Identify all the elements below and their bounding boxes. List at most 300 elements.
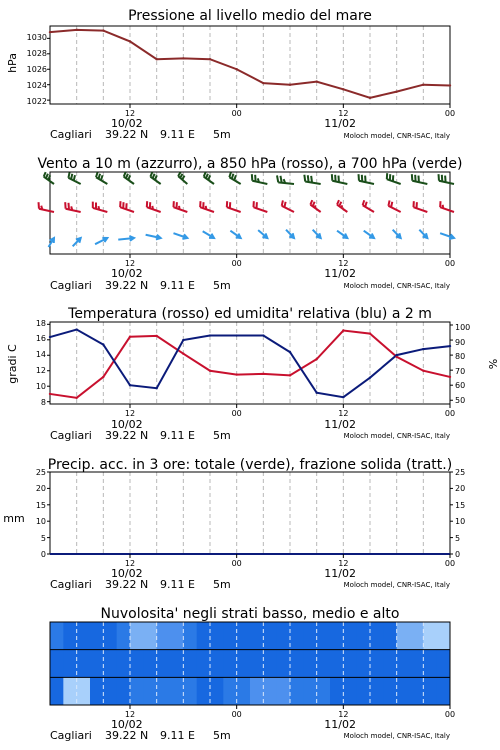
temperature-point <box>369 332 371 334</box>
wind-barb <box>124 172 134 184</box>
pressure-point <box>182 57 184 59</box>
location-name: Cagliari <box>50 429 92 442</box>
temperature-point <box>289 374 291 376</box>
location-lat: 39.22 N <box>105 578 149 591</box>
wind-barb <box>310 200 320 212</box>
precipitation-panel <box>3 457 465 591</box>
pressure-title: Pressione al livello medio del mare <box>128 8 372 24</box>
wind-barb-shaft <box>93 208 108 212</box>
wind-tick-label: 12 <box>338 259 349 268</box>
cloud-cell <box>317 650 331 678</box>
wind-barb-feather <box>178 172 180 176</box>
precipitation-ytick: 25 <box>35 468 46 477</box>
temperature-title: Temperatura (rosso) ed umidita' relativa (blu) a 2 m <box>68 306 432 322</box>
temperature-point <box>422 370 424 372</box>
cloud-cell <box>50 677 64 705</box>
humidity-point <box>315 392 317 394</box>
wind-barb-feather <box>101 175 103 180</box>
cloud-tick-label: 12 <box>124 710 136 719</box>
precipitation-ytick: 5 <box>455 534 461 543</box>
wind-barb <box>337 200 347 212</box>
cloud-cell <box>277 677 291 705</box>
location-name: Cagliari <box>50 729 92 742</box>
cloud-cell <box>157 650 171 678</box>
precipitation-date-label: 10/02 <box>110 567 143 580</box>
humidity-point <box>449 345 451 347</box>
location-lon: 9.11 E <box>160 279 195 292</box>
cloud-cell <box>317 677 331 705</box>
wind-barb <box>282 200 294 212</box>
wind-barb-feather <box>44 172 46 176</box>
wind-barb-feather <box>284 202 285 207</box>
model-credit: Moloch model, CNR-ISAC, Italy <box>343 132 450 140</box>
precipitation-yticks-left <box>36 468 46 559</box>
location-lon: 9.11 E <box>160 729 195 742</box>
pressure-point <box>102 29 104 31</box>
wind-barb <box>277 175 294 184</box>
wind-location-line <box>50 279 450 292</box>
wind-barb-feather <box>363 200 365 205</box>
wind-barb <box>440 233 454 239</box>
cloud-cell <box>130 677 144 705</box>
pressure-point <box>49 31 51 33</box>
humidity-point <box>75 328 77 330</box>
temperature-tick-label: 00 <box>444 409 456 418</box>
pressure-point <box>342 88 344 90</box>
temperature-point <box>342 329 344 331</box>
cloud-cell <box>410 677 424 705</box>
wind-barb <box>388 200 400 212</box>
humidity-point <box>395 354 397 356</box>
humidity-point <box>102 343 104 345</box>
wind-barb-feather <box>71 206 72 210</box>
cloud-cell <box>143 622 157 650</box>
humidity-point <box>182 339 184 341</box>
wind-barb-shaft <box>278 182 294 184</box>
cloud-cell <box>437 677 451 705</box>
humidity-ytick: 80 <box>455 352 466 361</box>
pressure-point <box>315 80 317 82</box>
location-name: Cagliari <box>50 128 92 141</box>
cloud-tick-label: 00 <box>231 710 242 719</box>
pressure-yticks <box>27 33 47 106</box>
wind-barb-feather <box>388 200 389 205</box>
precipitation-ytick: 0 <box>40 550 46 559</box>
wind-barb <box>227 201 241 212</box>
precipitation-ytick: 0 <box>455 550 461 559</box>
wind-barb <box>68 172 80 184</box>
wind-barb-feather <box>337 200 339 204</box>
cloud-cell <box>223 622 237 650</box>
humidity-point <box>155 387 157 389</box>
precipitation-ytick: 10 <box>455 517 466 526</box>
pressure-panel <box>6 8 455 141</box>
wind-barb <box>387 173 401 184</box>
model-credit: Moloch model, CNR-ISAC, Italy <box>343 732 450 740</box>
pressure-tick-label: 00 <box>231 109 242 118</box>
temperature-point <box>129 335 131 337</box>
wind-barb-feather <box>339 202 341 206</box>
cloud-cell <box>50 650 64 678</box>
location-alt: 5m <box>213 729 231 742</box>
temperature-panel <box>6 306 499 442</box>
temperature-humidity-points <box>49 328 451 399</box>
location-lon: 9.11 E <box>160 578 195 591</box>
humidity-ytick: 50 <box>455 396 466 405</box>
temperature-point <box>102 376 104 378</box>
cloud-date-label: 11/02 <box>324 718 356 731</box>
cloud-cell <box>90 650 104 678</box>
wind-barb <box>118 236 134 241</box>
pressure-tick-label: 12 <box>338 109 349 118</box>
wind-barb-feather <box>258 178 259 182</box>
precipitation-frame <box>50 472 450 554</box>
location-lon: 9.11 E <box>160 128 195 141</box>
wind-barb <box>65 202 80 212</box>
model-credit: Moloch model, CNR-ISAC, Italy <box>343 282 450 290</box>
pressure-point <box>129 40 131 42</box>
cloud-cell <box>77 677 91 705</box>
wind-title: Vento a 10 m (azzurro), a 850 hPa (rosso), a 700 hPa (verde) <box>37 156 463 172</box>
pressure-point <box>422 83 424 85</box>
wind-barb-feather <box>74 175 75 180</box>
wind-barb <box>413 201 427 212</box>
cloud-cell <box>277 650 291 678</box>
temperature-point <box>262 373 264 375</box>
temperature-date-label: 10/02 <box>110 418 143 431</box>
wind-barb <box>120 201 134 212</box>
wind-barb <box>258 230 267 238</box>
wind-date-label: 10/02 <box>110 267 143 280</box>
cloud-cell <box>223 677 237 705</box>
pressure-location-line <box>50 128 450 141</box>
temperature-date-label: 11/02 <box>324 418 356 431</box>
wind-barb <box>204 172 214 184</box>
wind-tick-label: 00 <box>231 259 242 268</box>
humidity-ytick: 70 <box>455 367 466 376</box>
cloud-cell <box>263 622 277 650</box>
wind-barb-feather <box>391 202 392 207</box>
cloud-cell <box>77 650 91 678</box>
wind-barb-feather <box>342 205 343 208</box>
cloud-cell <box>397 622 411 650</box>
temperature-point <box>315 358 317 360</box>
pressure-ytick: 1030 <box>26 33 47 42</box>
cloud-cell <box>303 677 317 705</box>
pressure-point <box>262 82 264 84</box>
precipitation-xaxis <box>111 554 455 580</box>
wind-barb-feather <box>71 174 72 179</box>
wind-barb <box>146 235 161 240</box>
cloud-cell <box>90 622 104 650</box>
cloud-cell <box>397 650 411 678</box>
humidity-ylabel: % <box>486 358 499 370</box>
wind-barb <box>363 200 374 212</box>
cloud-cell <box>197 677 211 705</box>
temperature-point <box>182 353 184 355</box>
wind-barb <box>412 174 427 184</box>
location-lat: 39.22 N <box>105 429 149 442</box>
cloud-cell <box>410 622 424 650</box>
cloud-panel <box>50 606 455 742</box>
pressure-point <box>235 68 237 70</box>
cloud-cell <box>183 650 197 678</box>
cloud-cell <box>183 622 197 650</box>
cloud-cell <box>410 650 424 678</box>
wind-barb <box>337 231 347 238</box>
cloud-cell <box>143 650 157 678</box>
cloud-cell <box>63 622 77 650</box>
cloud-cell <box>370 650 384 678</box>
precipitation-ytick: 20 <box>35 484 46 493</box>
wind-frame <box>50 172 450 254</box>
cloud-cell <box>383 677 397 705</box>
wind-barb-feather <box>365 202 367 207</box>
cloud-cell <box>170 622 184 650</box>
precipitation-ytick-marks <box>47 472 453 554</box>
precipitation-tick-label: 12 <box>124 559 136 568</box>
wind-barb-feather <box>179 206 180 209</box>
cloud-cell <box>290 650 304 678</box>
wind-barb-feather <box>96 172 98 177</box>
wind-barb <box>359 174 374 184</box>
wind-barb <box>364 231 374 238</box>
cloud-cell <box>330 677 344 705</box>
temperature-ylabel: gradi C <box>6 344 19 384</box>
wind-barb-feather <box>150 172 152 176</box>
precipitation-location-line <box>50 578 450 591</box>
temperature-series-line <box>50 331 450 398</box>
cloud-cell <box>383 622 397 650</box>
wind-barb-feather <box>98 206 99 210</box>
precipitation-ytick: 15 <box>455 501 466 510</box>
cloud-cell <box>303 622 317 650</box>
cloud-xaxis <box>111 705 455 731</box>
temperature-tick-label: 12 <box>338 409 349 418</box>
wind-barb-shaft <box>66 209 81 212</box>
cloud-cell <box>237 650 251 678</box>
wind-barb <box>332 174 347 184</box>
wind-barb <box>252 174 267 184</box>
temperature-point <box>209 370 211 372</box>
wind-barb-shaft <box>252 181 267 184</box>
cloud-cell <box>210 677 224 705</box>
cloud-cell <box>130 622 144 650</box>
cloud-cell <box>117 650 131 678</box>
location-lat: 39.22 N <box>105 128 149 141</box>
cloud-cell <box>397 677 411 705</box>
cloud-cell <box>77 622 91 650</box>
pressure-series-line <box>50 30 450 98</box>
cloud-cell <box>170 650 184 678</box>
temperature-point <box>449 376 451 378</box>
wind-barb-feather <box>68 172 69 177</box>
wind-barb <box>203 231 214 238</box>
cloud-cell <box>330 622 344 650</box>
humidity-point <box>342 396 344 398</box>
humidity-ytick: 60 <box>455 381 466 390</box>
temperature-ytick: 10 <box>35 382 46 391</box>
cloud-cell <box>90 677 104 705</box>
cloud-cells <box>50 622 451 705</box>
model-credit: Moloch model, CNR-ISAC, Italy <box>343 432 450 440</box>
wind-barb <box>200 201 214 212</box>
temperature-yticks <box>36 319 46 407</box>
wind-barb-shaft <box>305 182 320 184</box>
location-lon: 9.11 E <box>160 429 195 442</box>
wind-barb-feather <box>152 206 153 209</box>
wind-barb-feather <box>234 175 236 180</box>
cloud-cell <box>423 622 437 650</box>
precipitation-tick-label: 12 <box>338 559 349 568</box>
wind-barb <box>178 172 187 184</box>
wind-date-label: 11/02 <box>324 267 356 280</box>
pressure-ylabel: hPa <box>6 53 19 73</box>
cloud-tick-label: 12 <box>338 710 349 719</box>
temperature-ytick: 8 <box>40 398 46 407</box>
wind-panel <box>37 156 462 292</box>
cloud-title: Nuvolosita' negli strati basso, medio e alto <box>100 606 400 622</box>
wind-barb <box>147 201 161 212</box>
wind-barb-feather <box>124 172 126 176</box>
cloud-cell <box>263 650 277 678</box>
wind-barb <box>229 172 240 184</box>
wind-barb <box>173 233 187 239</box>
cloud-cell <box>277 622 291 650</box>
pressure-tick-label: 00 <box>444 109 456 118</box>
cloud-cell <box>103 622 117 650</box>
cloud-cell <box>183 677 197 705</box>
location-name: Cagliari <box>50 578 92 591</box>
precipitation-date-label: 11/02 <box>324 567 356 580</box>
pressure-date-label: 10/02 <box>110 117 143 130</box>
humidity-series-line <box>50 330 450 398</box>
wind-barb <box>173 201 187 212</box>
cloud-cell <box>117 622 131 650</box>
location-alt: 5m <box>213 578 231 591</box>
cloud-cell <box>343 650 357 678</box>
cloud-cell <box>303 650 317 678</box>
pressure-point <box>155 58 157 60</box>
cloud-cell <box>210 622 224 650</box>
wind-barb-feather <box>206 206 207 209</box>
wind-barb-feather <box>315 205 316 208</box>
pressure-point <box>395 90 397 92</box>
precipitation-ytick: 10 <box>35 517 46 526</box>
pressure-point <box>209 58 211 60</box>
wind-barb-feather <box>204 172 206 176</box>
cloud-cell <box>130 650 144 678</box>
temperature-tick-label: 00 <box>231 409 242 418</box>
cloud-cell <box>197 622 211 650</box>
wind-barb-feather <box>443 205 444 208</box>
temperature-ytick: 16 <box>35 334 46 343</box>
pressure-date-label: 11/02 <box>324 117 356 130</box>
location-lat: 39.22 N <box>105 729 149 742</box>
cloud-cell <box>250 677 264 705</box>
wind-barb <box>39 202 54 212</box>
humidity-point <box>262 334 264 336</box>
wind-tick-label: 00 <box>444 259 456 268</box>
wind-barb-feather <box>41 206 42 210</box>
pressure-points <box>49 29 451 99</box>
cloud-location-line <box>50 729 450 742</box>
pressure-ytick: 1026 <box>26 65 47 74</box>
cloud-cell <box>157 622 171 650</box>
precipitation-ytick: 5 <box>40 534 46 543</box>
cloud-cell <box>250 622 264 650</box>
wind-xaxis <box>111 254 455 280</box>
cloud-cell <box>437 622 451 650</box>
cloud-cell <box>197 650 211 678</box>
temperature-location-line <box>50 429 450 442</box>
cloud-cell <box>237 622 251 650</box>
precipitation-tick-label: 00 <box>444 559 456 568</box>
humidity-yticks <box>455 323 470 405</box>
cloud-cell <box>50 622 64 650</box>
cloud-cell <box>103 650 117 678</box>
wind-barbs <box>39 172 454 247</box>
humidity-ytick: 90 <box>455 338 466 347</box>
temperature-ytick: 14 <box>35 350 46 359</box>
cloud-cell <box>343 677 357 705</box>
precipitation-tick-label: 00 <box>231 559 242 568</box>
temperature-point <box>75 397 77 399</box>
cloud-cell <box>437 650 451 678</box>
humidity-point <box>235 334 237 336</box>
temperature-tick-label: 12 <box>124 409 136 418</box>
cloud-cell <box>157 677 171 705</box>
wind-barb <box>304 175 320 184</box>
cloud-cell <box>383 650 397 678</box>
wind-barb-feather <box>311 176 312 183</box>
location-alt: 5m <box>213 128 231 141</box>
cloud-cell <box>103 677 117 705</box>
wind-barb-feather <box>229 172 231 177</box>
precipitation-ytick: 15 <box>35 501 46 510</box>
wind-barb <box>93 202 108 212</box>
cloud-cell <box>343 622 357 650</box>
wind-barb <box>44 172 54 184</box>
location-lat: 39.22 N <box>105 279 149 292</box>
cloud-cell <box>63 650 77 678</box>
pressure-point <box>369 97 371 99</box>
wind-barb-feather <box>126 174 128 178</box>
cloud-cell <box>117 677 131 705</box>
temperature-ytick: 12 <box>35 366 46 375</box>
cloud-cell <box>317 622 331 650</box>
precipitation-ytick: 25 <box>455 468 466 477</box>
temperature-point <box>49 393 51 395</box>
location-alt: 5m <box>213 279 231 292</box>
pressure-ytick: 1024 <box>26 81 47 90</box>
cloud-cell <box>357 677 371 705</box>
pressure-ytick: 1028 <box>26 49 47 58</box>
wind-barb <box>96 172 107 184</box>
wind-barb-feather <box>182 176 184 180</box>
wind-barb-feather <box>99 174 101 179</box>
precipitation-yticks-right <box>455 468 465 559</box>
cloud-cell <box>290 622 304 650</box>
cloud-cell <box>63 677 77 705</box>
wind-barb-feather <box>46 174 48 178</box>
cloud-cell <box>263 677 277 705</box>
precipitation-ytick: 20 <box>455 484 466 493</box>
cloud-cell <box>290 677 304 705</box>
humidity-ytick: 100 <box>455 323 471 332</box>
cloud-cell <box>210 650 224 678</box>
wind-barb-feather <box>180 174 182 178</box>
